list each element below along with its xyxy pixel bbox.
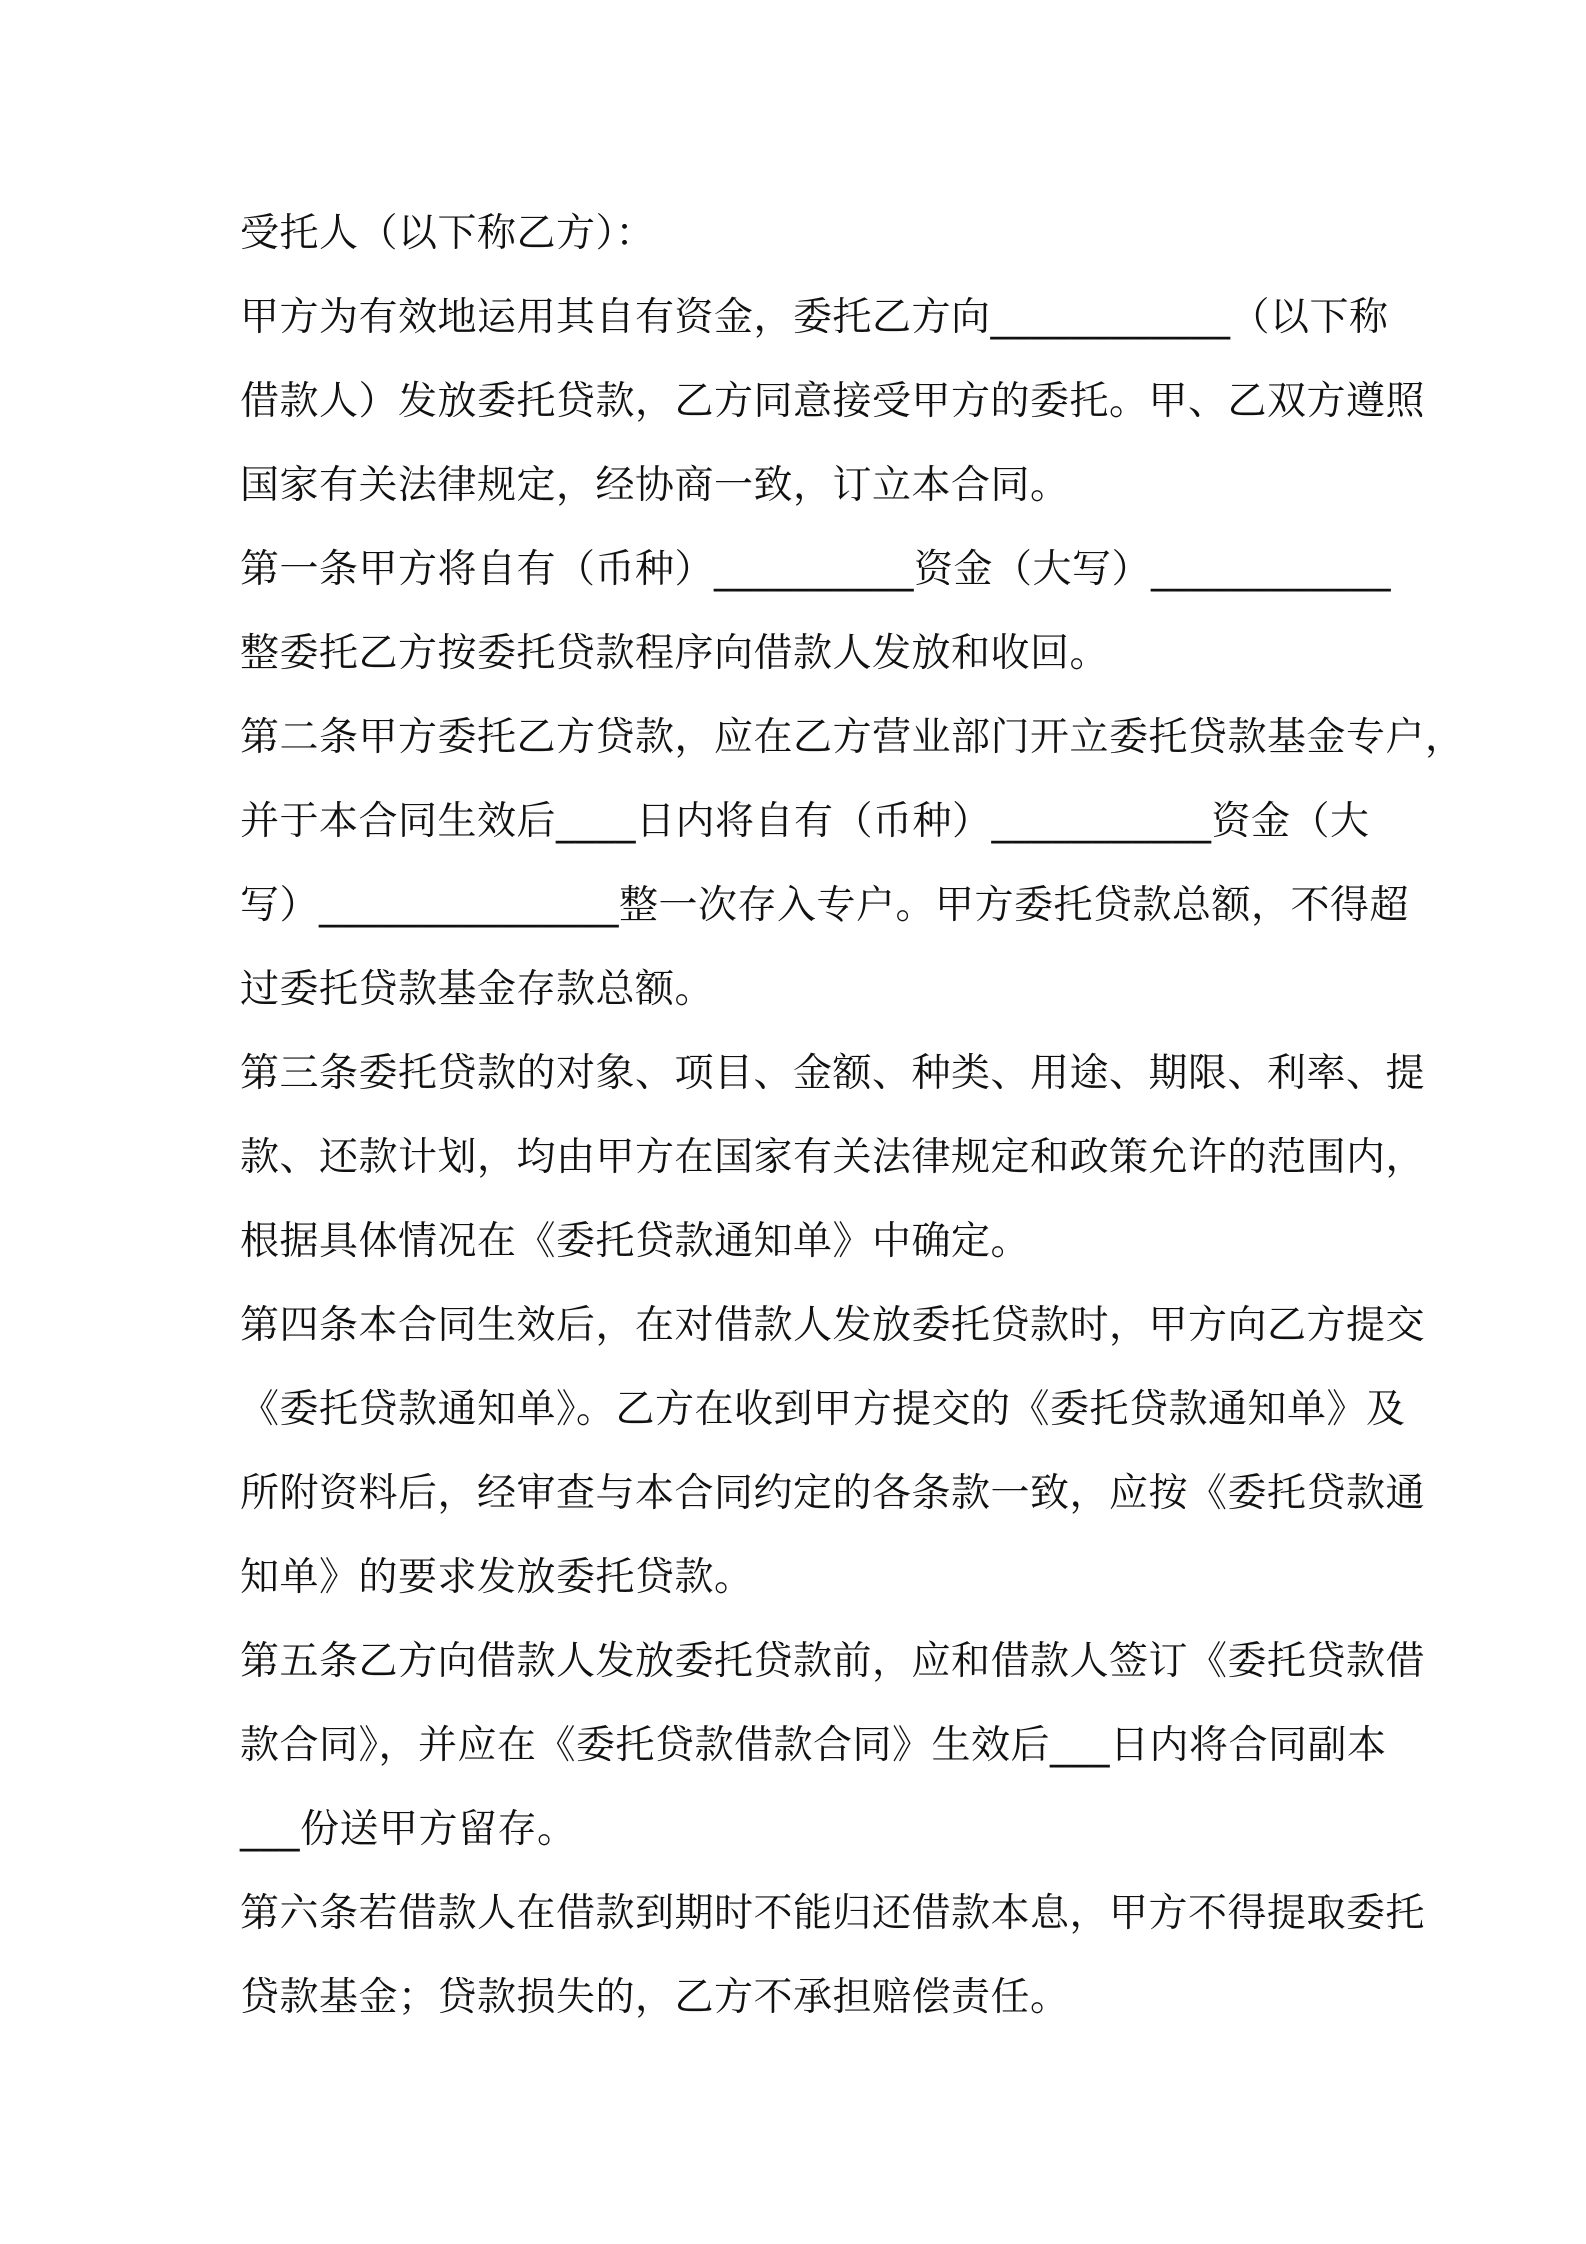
text-line: 第四条本合同生效后，在对借款人发放委托贷款时，甲方向乙方提交	[240, 1303, 1426, 1348]
text-line: 写）_______________整一次存入专户。甲方委托贷款总额，不得超	[240, 883, 1410, 928]
text-line: 第六条若借款人在借款到期时不能归还借款本息，甲方不得提取委托	[240, 1891, 1426, 1936]
text-line: 根据具体情况在《委托贷款通知单》中确定。	[240, 1219, 1031, 1264]
text-line: 所附资料后，经审查与本合同约定的各条款一致，应按《委托贷款通	[240, 1471, 1426, 1516]
text-line: 知单》的要求发放委托贷款。	[240, 1555, 754, 1600]
text-line: 并于本合同生效后____日内将自有（币种）___________资金（大	[240, 799, 1370, 844]
text-line: 借款人）发放委托贷款，乙方同意接受甲方的委托。甲、乙双方遵照	[240, 379, 1426, 424]
text-line: 款合同》，并应在《委托贷款借款合同》生效后___日内将合同副本	[240, 1723, 1387, 1768]
text-line: 第一条甲方将自有（币种）__________资金（大写）____________	[240, 547, 1392, 592]
text-line: ___份送甲方留存。	[240, 1807, 577, 1852]
text-line: 甲方为有效地运用其自有资金，委托乙方向____________（以下称	[240, 295, 1389, 340]
contract-body	[240, 192, 1465, 2040]
text-line: 第三条委托贷款的对象、项目、金额、种类、用途、期限、利率、提	[240, 1051, 1426, 1096]
text-line: 第五条乙方向借款人发放委托贷款前，应和借款人签订《委托贷款借	[240, 1639, 1426, 1684]
text-line: 款、还款计划，均由甲方在国家有关法律规定和政策允许的范围内，	[240, 1135, 1426, 1180]
text-line: 国家有关法律规定，经协商一致，订立本合同。	[240, 463, 1070, 508]
text-line: 过委托贷款基金存款总额。	[240, 967, 715, 1012]
text-line: 第二条甲方委托乙方贷款，应在乙方营业部门开立委托贷款基金专户，	[240, 715, 1465, 760]
text-line: 《委托贷款通知单》。乙方在收到甲方提交的《委托贷款通知单》及	[240, 1387, 1406, 1432]
text-line: 整委托乙方按委托贷款程序向借款人发放和收回。	[240, 631, 1110, 676]
text-line: 受托人（以下称乙方）：	[240, 211, 656, 256]
text-line: 贷款基金；贷款损失的，乙方不承担赔偿责任。	[240, 1975, 1070, 2020]
